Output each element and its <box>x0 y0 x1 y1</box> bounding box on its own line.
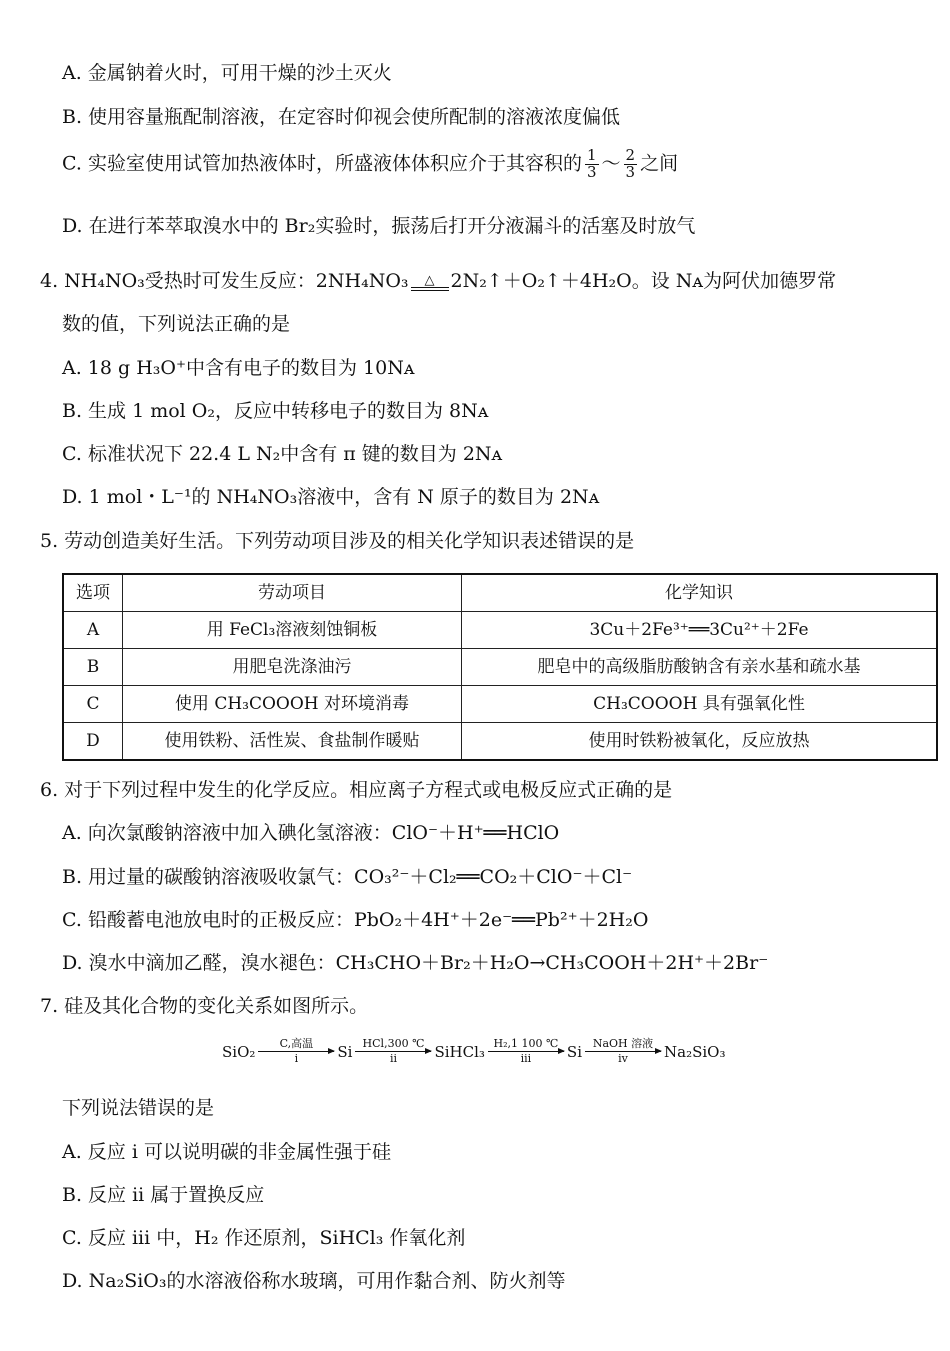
q6-option-b: B. 用过量的碳酸钠溶液吸收氯气：CO₃²⁻＋Cl₂══CO₂＋ClO⁻＋Cl⁻ <box>62 866 633 888</box>
table-row <box>63 686 937 723</box>
reaction-arrow-iii: H₂,1 100 ℃ iii <box>488 1038 564 1065</box>
table-cell: 使用时铁粉被氧化，反应放热 <box>462 723 938 761</box>
q4-stem-post: 2N₂↑＋O₂↑＋4H₂O。设 Nᴀ为阿伏加德罗常 <box>450 270 837 292</box>
q3-option-a: A. 金属钠着火时，可用干燥的沙土灭火 <box>62 62 392 84</box>
q3-option-c-text: C. 实验室使用试管加热液体时，所盛液体体积应介于其容积的 <box>62 152 582 175</box>
q6-option-d: D. 溴水中滴加乙醛，溴水褪色：CH₃CHO＋Br₂＋H₂O→CH₃COOH＋2H⁺＋2Br⁻ <box>62 952 769 974</box>
q4-option-b: B. 生成 1 mol O₂，反应中转移电子的数目为 8Nᴀ <box>62 400 489 422</box>
table-cell: C <box>63 686 123 723</box>
q5-stem: 5. 劳动创造美好生活。下列劳动项目涉及的相关化学知识表述错误的是 <box>40 530 635 552</box>
silicon-reaction-scheme <box>222 1038 725 1065</box>
q7-option-c: C. 反应 iii 中，H₂ 作还原剂，SiHCl₃ 作氧化剂 <box>62 1227 466 1249</box>
table-row <box>63 723 937 761</box>
reaction-arrow-iv: NaOH 溶液 iv <box>585 1038 661 1065</box>
species-sihcl3: SiHCl₃ <box>434 1042 485 1061</box>
q4-stem-pre: 4. NH₄NO₃受热时可发生反应：2NH₄NO₃ <box>40 270 409 292</box>
header-option: 选项 <box>63 574 123 612</box>
q4-option-a: A. 18 g H₃O⁺中含有电子的数目为 10Nᴀ <box>62 357 415 379</box>
reaction-arrow-ii: HCl,300 ℃ ii <box>355 1038 431 1065</box>
q3-option-b: B. 使用容量瓶配制溶液，在定容时仰视会使所配制的溶液浓度偏低 <box>62 106 621 128</box>
fraction-one-third: $\frac{1}{3}$ <box>586 146 597 181</box>
q4-stem-line2: 数的值，下列说法正确的是 <box>62 313 291 335</box>
labor-knowledge-table <box>62 573 938 761</box>
q7-option-a: A. 反应 i 可以说明碳的非金属性强于硅 <box>62 1141 391 1163</box>
heat-condition-sign: △ <box>411 274 449 291</box>
table-cell: B <box>63 649 123 686</box>
table-cell: D <box>63 723 123 761</box>
table-cell: 使用 CH₃COOOH 对环境消毒 <box>123 686 462 723</box>
table-cell: 3Cu＋2Fe³⁺══3Cu²⁺＋2Fe <box>462 612 938 649</box>
q7-stem: 7. 硅及其化合物的变化关系如图所示。 <box>40 995 369 1017</box>
table-cell: 用肥皂洗涤油污 <box>123 649 462 686</box>
q4-stem <box>40 270 836 293</box>
species-na2sio3: Na₂SiO₃ <box>664 1042 726 1061</box>
table-row <box>63 649 937 686</box>
q7-prompt: 下列说法错误的是 <box>62 1097 215 1119</box>
table-cell: 用 FeCl₃溶液刻蚀铜板 <box>123 612 462 649</box>
q3-option-c-tail: 之间 <box>640 152 679 175</box>
species-si: Si <box>337 1042 353 1061</box>
table-cell: 使用铁粉、活性炭、食盐制作暖贴 <box>123 723 462 761</box>
table-cell: A <box>63 612 123 649</box>
table-header-row <box>63 574 937 612</box>
q4-option-c: C. 标准状况下 22.4 L N₂中含有 π 键的数目为 2Nᴀ <box>62 443 503 465</box>
q6-option-a: A. 向次氯酸钠溶液中加入碘化氢溶液：ClO⁻＋H⁺══HClO <box>62 822 560 844</box>
table-cell: 肥皂中的高级脂肪酸钠含有亲水基和疏水基 <box>462 649 938 686</box>
species-sio2: SiO₂ <box>222 1042 256 1061</box>
header-labor-item: 劳动项目 <box>123 574 462 612</box>
q6-stem: 6. 对于下列过程中发生的化学反应。相应离子方程式或电极反应式正确的是 <box>40 779 673 801</box>
q7-option-d: D. Na₂SiO₃的水溶液俗称水玻璃，可用作黏合剂、防火剂等 <box>62 1270 566 1292</box>
q3-option-c <box>62 148 678 181</box>
reaction-arrow-i: C,高温 i <box>258 1038 334 1065</box>
header-chem-knowledge: 化学知识 <box>462 574 938 612</box>
table-cell: CH₃COOOH 具有强氧化性 <box>462 686 938 723</box>
species-si-2: Si <box>566 1042 582 1061</box>
tilde: ～ <box>601 152 621 175</box>
q4-option-d: D. 1 mol・L⁻¹的 NH₄NO₃溶液中，含有 N 原子的数目为 2Nᴀ <box>62 486 600 508</box>
q3-option-d: D. 在进行苯萃取溴水中的 Br₂实验时，振荡后打开分液漏斗的活塞及时放气 <box>62 215 696 237</box>
q7-option-b: B. 反应 ii 属于置换反应 <box>62 1184 265 1206</box>
fraction-two-thirds: $\frac{2}{3}$ <box>625 146 636 181</box>
table-row <box>63 612 937 649</box>
q6-option-c: C. 铅酸蓄电池放电时的正极反应：PbO₂＋4H⁺＋2e⁻══Pb²⁺＋2H₂O <box>62 909 649 931</box>
